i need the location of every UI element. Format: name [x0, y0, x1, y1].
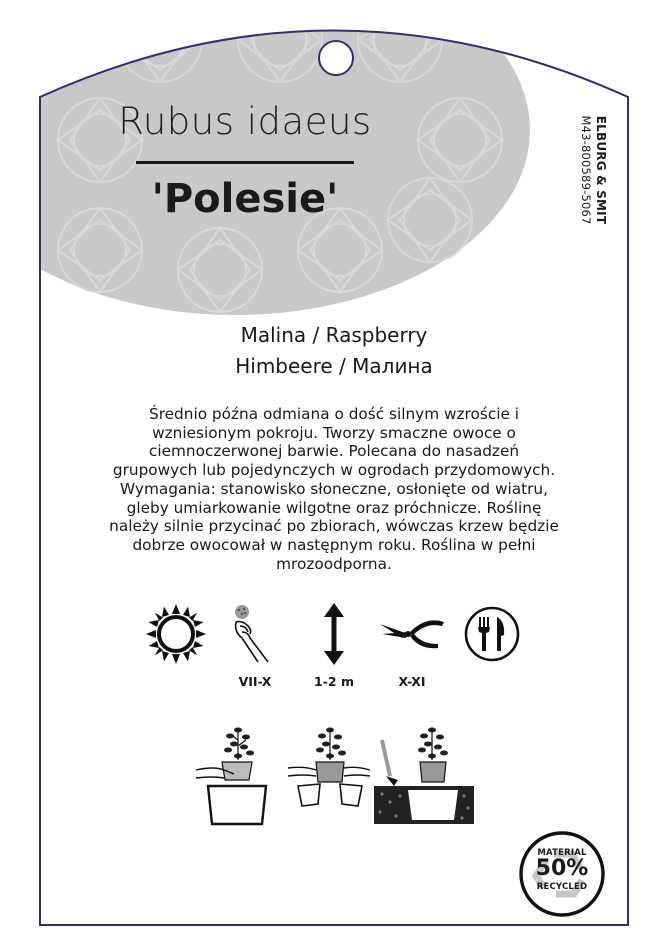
latin-name: Rubus idaeus [118, 100, 372, 143]
description-line: grupowych lub pojedynczych w ogrodach przydomowych. [112, 461, 556, 480]
planting-step-soak-icon [286, 720, 372, 818]
common-names-line1: Malina / Raspberry [240, 323, 428, 347]
recycle-badge-bottom: RECYCLED [536, 882, 588, 892]
pruning-shears-icon [378, 614, 446, 654]
description-line: Wymagania: stanowisko słoneczne, osłonięte od wiatru, [120, 479, 548, 498]
title-divider [136, 161, 354, 164]
fork-and-knife-icon [463, 605, 521, 663]
description-line: Średnio późna odmiana o dość silnym wzroście i [148, 405, 520, 423]
description-line: dobrze owocował w następnym roku. Roślina w pełni [132, 535, 536, 554]
hand-picking-fruit-icon [228, 602, 276, 664]
description-line: mrozoodporna. [276, 554, 392, 573]
planting-step-hole-icon [374, 720, 474, 826]
description-line: ciemnoczerwonej barwie. Polecana do nasadzeń [148, 442, 520, 461]
description [68, 405, 600, 573]
description-line: wzniesionym pokroju. Tworzy smaczne owoce o [152, 423, 516, 442]
harvest-period-label: VII-X [238, 674, 272, 689]
planting-step-pot-icon [194, 720, 280, 828]
description-line: gleby umiarkowanie wilgotne oraz próchnicze. Roślinę [126, 498, 542, 517]
recycle-badge-percent: 50% [535, 856, 589, 881]
description-line: należy silnie przycinać po zbiorach, wówczas krzew będzie [109, 517, 559, 536]
hang-hole [319, 41, 353, 75]
sun-icon [146, 604, 206, 664]
brand-name: ELBURG & SMIT [594, 115, 608, 225]
product-code: M43-800589-5067 [579, 115, 593, 225]
height-arrow-icon [320, 603, 348, 665]
recycle-badge-top: MATERIAL [537, 848, 587, 858]
pruning-period-label: X-XI [398, 674, 426, 689]
common-names-line2: Himbeere / Малина [235, 354, 433, 378]
height-label: 1-2 m [314, 674, 354, 689]
cultivar-name: 'Polesie' [151, 176, 339, 222]
